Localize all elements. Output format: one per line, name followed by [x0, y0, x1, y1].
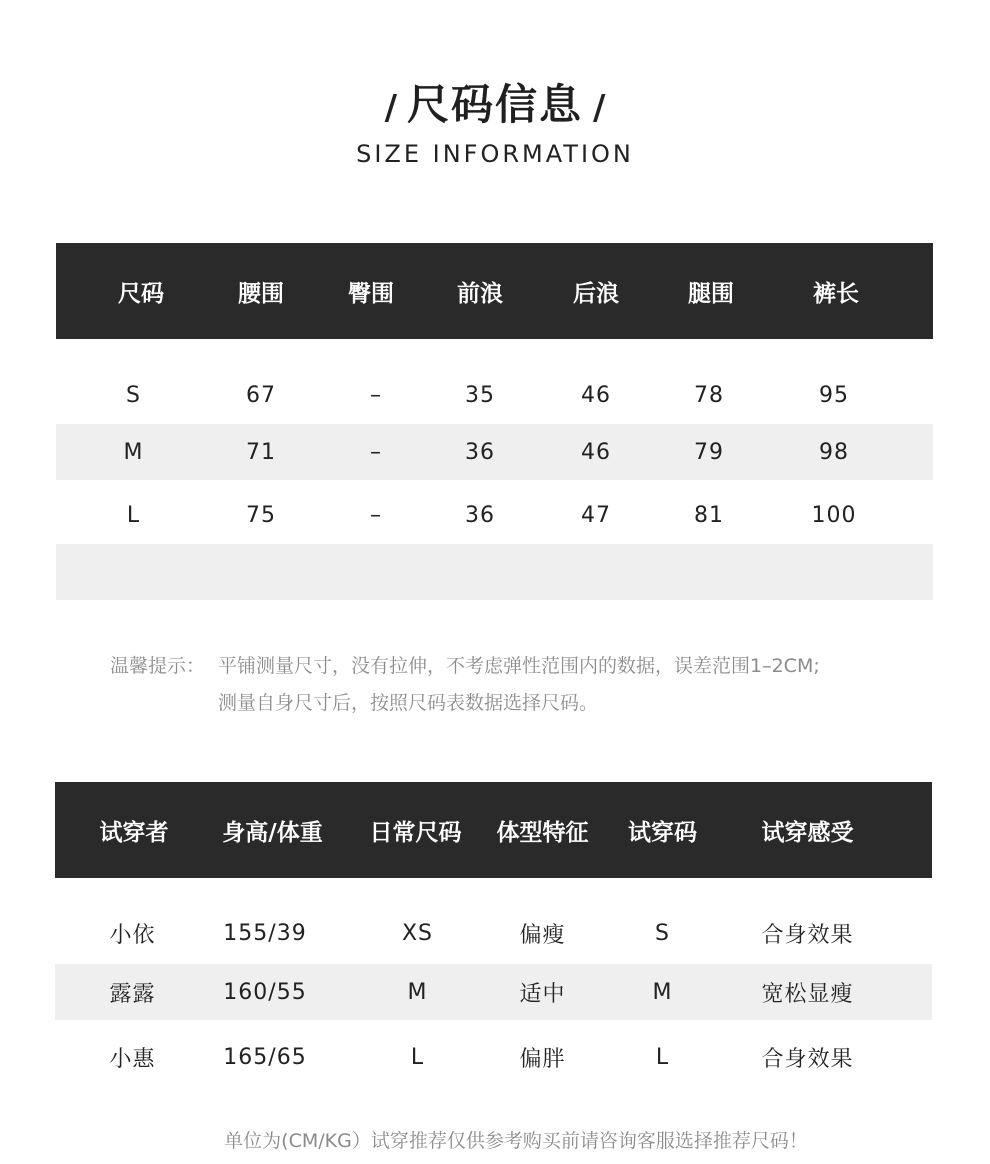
back-rise-cell: 47 [581, 502, 611, 528]
tryon-table-header [55, 782, 932, 878]
size-table-empty-row [56, 544, 933, 600]
tryon-col-header: 试穿感受 [761, 819, 854, 846]
tryon-col-header: 体型特征 [496, 819, 589, 846]
height-weight-cell: 160/55 [223, 979, 307, 1005]
waist-cell: 67 [246, 382, 276, 408]
length-cell: 98 [819, 439, 849, 465]
front-rise-cell: 36 [465, 502, 495, 528]
tryon-table-row [55, 1028, 932, 1086]
height-weight-cell: 165/65 [223, 1044, 307, 1070]
waist-cell: 71 [246, 439, 276, 465]
size-cell: M [123, 439, 144, 465]
back-rise-cell: 46 [581, 382, 611, 408]
fit-feel-cell: 宽松显瘦 [761, 981, 854, 1007]
size-col-header: 尺码 [118, 280, 164, 307]
tryon-size-cell: S [655, 920, 670, 946]
size-cell: S [126, 382, 141, 408]
body-type-cell: 偏胖 [519, 1046, 566, 1072]
size-col-header: 裤长 [813, 280, 859, 307]
tryon-col-header: 日常尺码 [369, 819, 462, 846]
size-col-header: 腿围 [688, 280, 734, 307]
waist-cell: 75 [246, 502, 276, 528]
back-rise-cell: 46 [581, 439, 611, 465]
hip-cell: – [370, 382, 382, 408]
size-col-header: 前浪 [457, 280, 503, 307]
tryon-size-cell: L [655, 1044, 670, 1070]
daily-size-cell: XS [401, 920, 434, 946]
thigh-cell: 78 [694, 382, 724, 408]
page-subtitle: SIZE INFORMATION [356, 140, 634, 168]
size-col-header: 后浪 [573, 280, 619, 307]
fit-feel-cell: 合身效果 [761, 1046, 854, 1072]
section-title [0, 72, 990, 132]
tip-line-1: 平铺测量尺寸，没有拉伸，不考虑弹性范围内的数据，误差范围1–2CM; [218, 655, 820, 677]
title-slash-left: / [384, 88, 397, 128]
hip-cell: – [370, 502, 382, 528]
tester-cell: 小惠 [109, 1046, 156, 1072]
body-type-cell: 适中 [519, 981, 566, 1007]
size-table-row [56, 486, 933, 544]
tryon-table-row [55, 904, 932, 962]
tryon-size-cell: M [652, 979, 673, 1005]
tester-cell: 露露 [109, 981, 156, 1007]
front-rise-cell: 36 [465, 439, 495, 465]
body-type-cell: 偏瘦 [519, 922, 566, 948]
tryon-table-row [55, 964, 932, 1020]
size-cell: L [126, 502, 141, 528]
daily-size-cell: L [410, 1044, 425, 1070]
page-title: 尺码信息 [406, 80, 583, 129]
size-table-row [56, 424, 933, 480]
hip-cell: – [370, 439, 382, 465]
footer-note: 单位为(CM/KG）试穿推荐仅供参考购买前请咨询客服选择推荐尺码！ [224, 1130, 808, 1152]
tryon-col-header: 身高/体重 [222, 819, 323, 846]
size-table-header [56, 243, 933, 339]
length-cell: 95 [819, 382, 849, 408]
size-col-header: 臀围 [348, 280, 394, 307]
tryon-col-header: 试穿码 [628, 819, 697, 846]
thigh-cell: 81 [694, 502, 724, 528]
daily-size-cell: M [407, 979, 428, 1005]
thigh-cell: 79 [694, 439, 724, 465]
fit-feel-cell: 合身效果 [761, 922, 854, 948]
height-weight-cell: 155/39 [223, 920, 307, 946]
size-col-header: 腰围 [238, 280, 284, 307]
tester-cell: 小依 [109, 922, 156, 948]
tip-label: 温馨提示： [110, 655, 206, 677]
front-rise-cell: 35 [465, 382, 495, 408]
size-table-row [56, 366, 933, 424]
length-cell: 100 [811, 502, 857, 528]
title-slash-right: / [593, 88, 606, 128]
tip-line-2: 测量自身尺寸后，按照尺码表数据选择尺码。 [218, 692, 599, 714]
tryon-col-header: 试穿者 [99, 819, 169, 846]
